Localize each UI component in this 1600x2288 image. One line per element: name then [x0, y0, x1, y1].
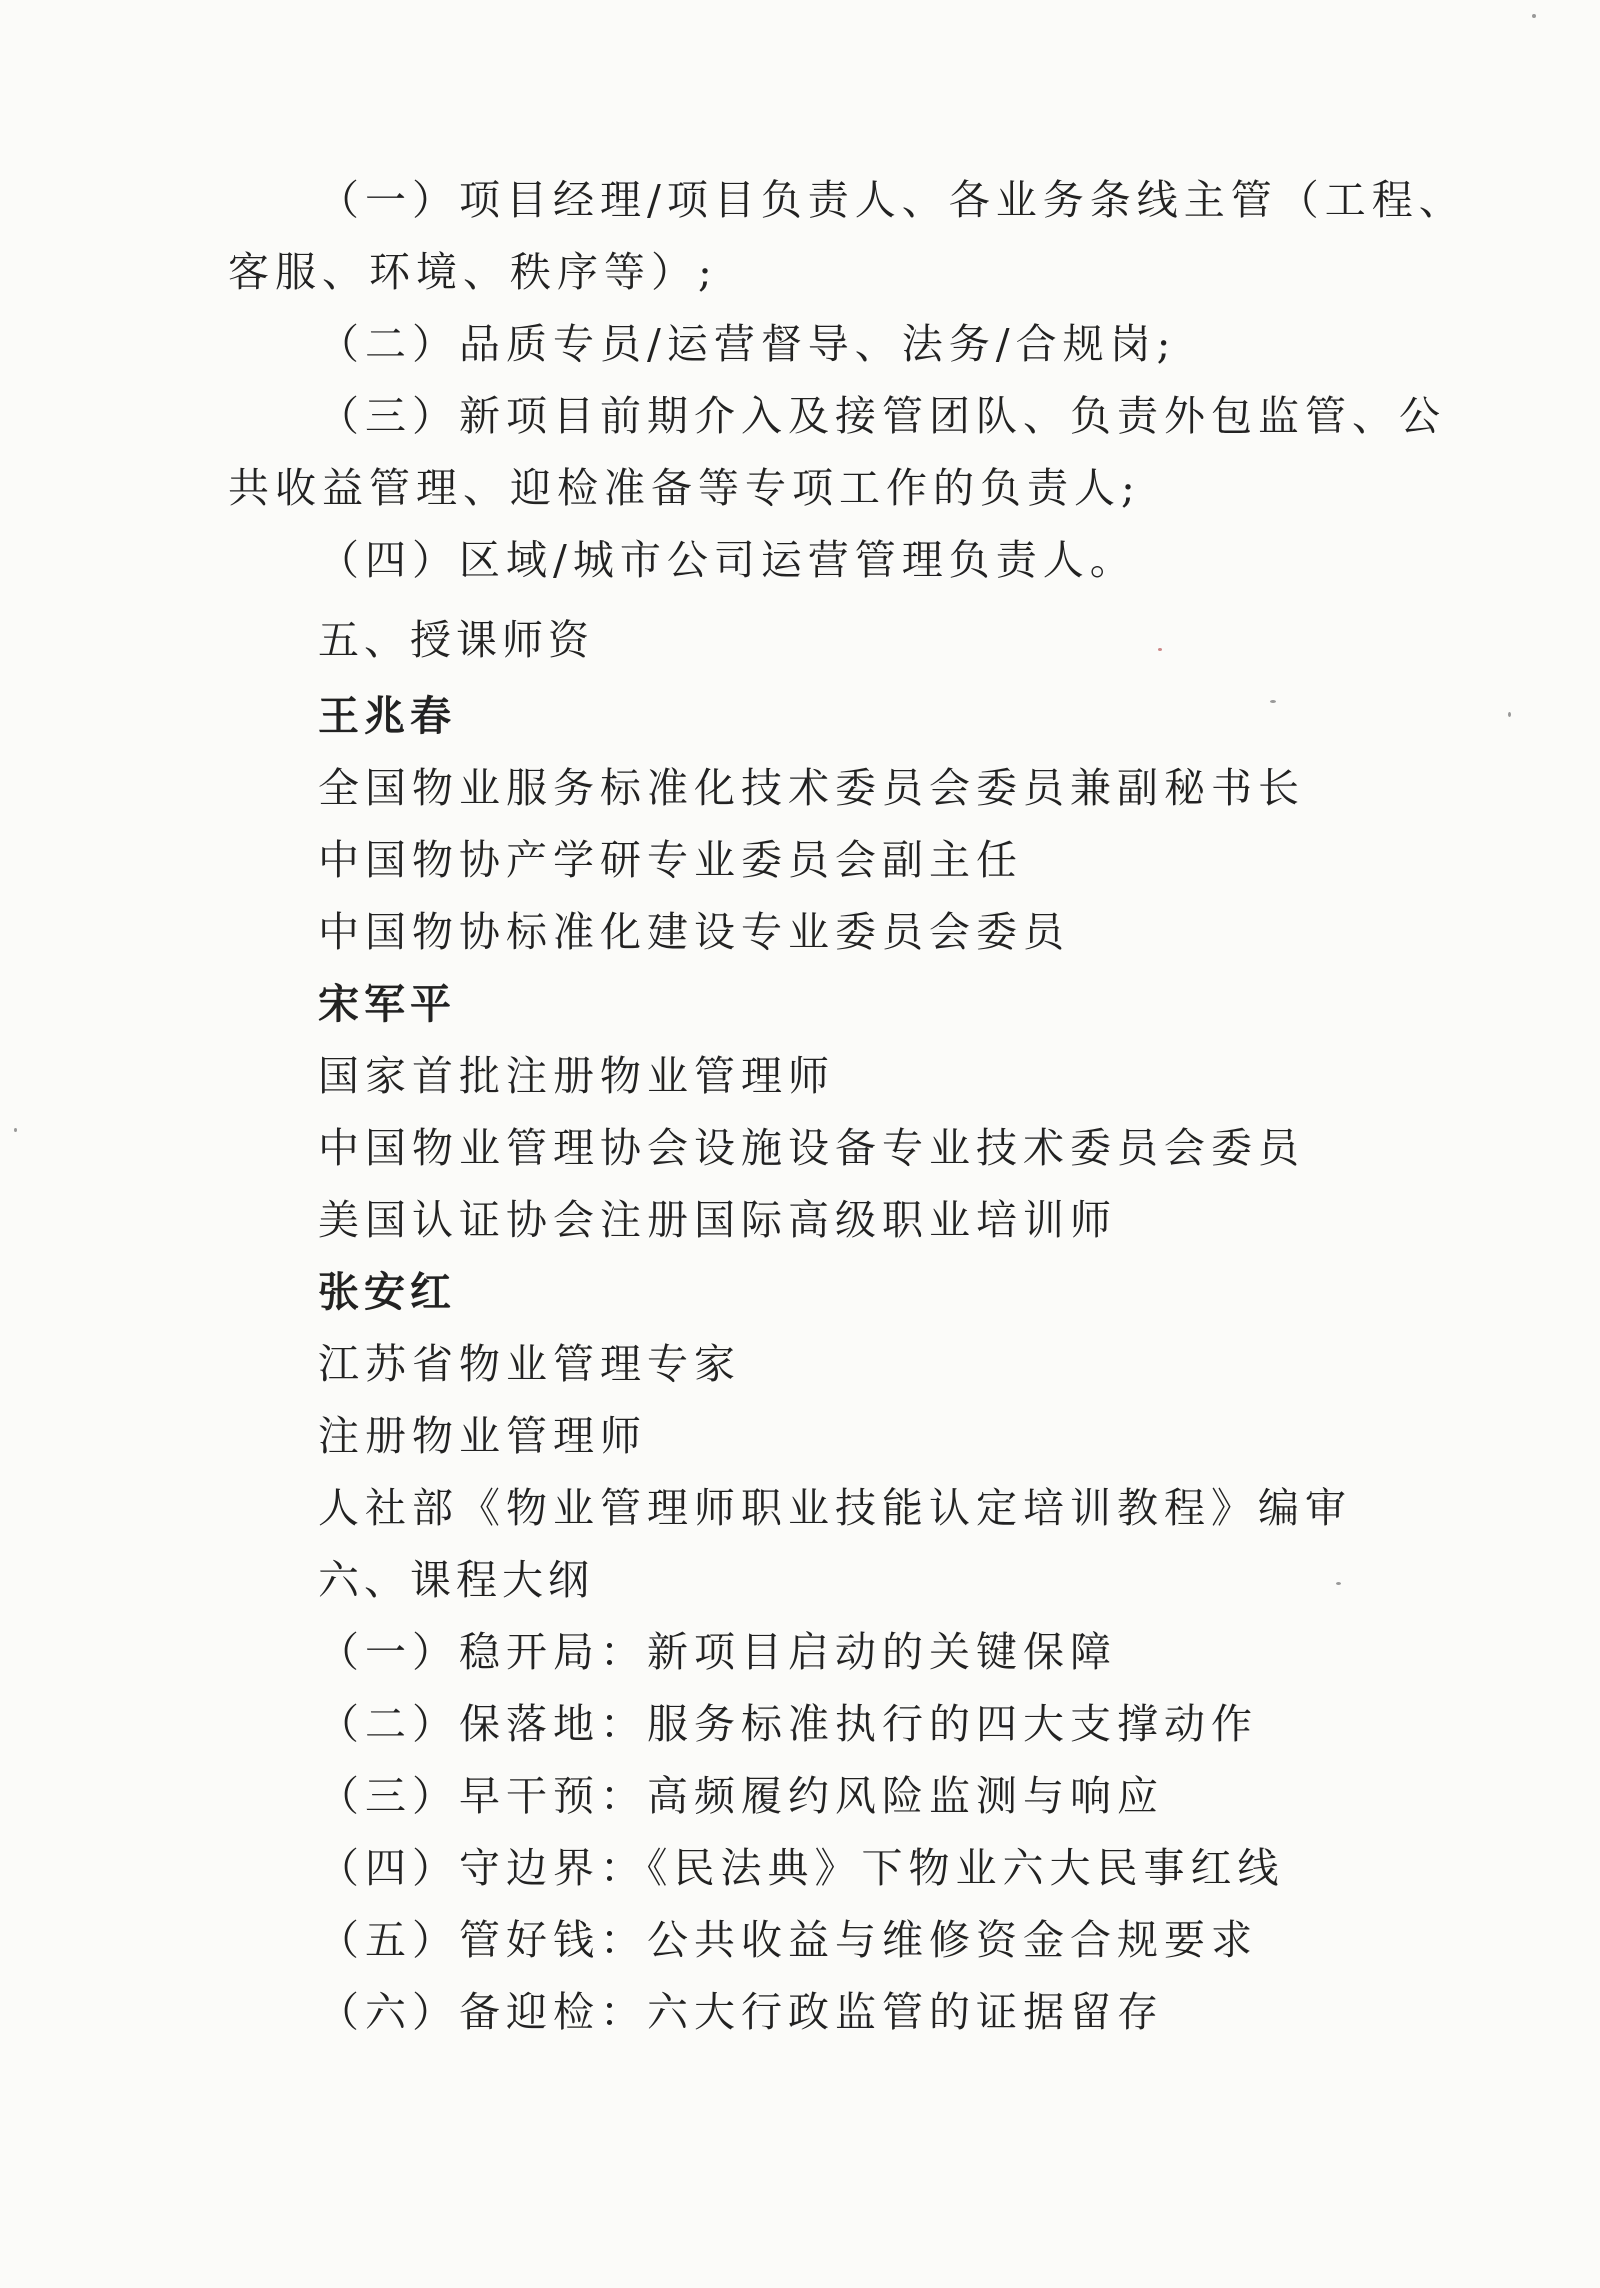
- section-heading-instructors: 五、授课师资: [318, 616, 594, 664]
- audience-item-4: （四）区域/城市公司运营管理负责人。: [318, 536, 1137, 584]
- audience-item-1-line-1: （一）项目经理/项目负责人、各业务条线主管（工程、: [318, 176, 1466, 224]
- instructor-3-title-2: 注册物业管理师: [318, 1412, 647, 1460]
- outline-item-4: （四）守边界：《民法典》下物业六大民事红线: [318, 1844, 1285, 1892]
- instructor-1-title-1: 全国物业服务标准化技术委员会委员兼副秘书长: [318, 764, 1305, 812]
- instructor-name-1: 王兆春: [318, 692, 456, 740]
- outline-item-6: （六）备迎检：六大行政监管的证据留存: [318, 1988, 1164, 2036]
- outline-item-5: （五）管好钱：公共收益与维修资金合规要求: [318, 1916, 1258, 1964]
- instructor-3-title-3: 人社部《物业管理师职业技能认定培训教程》编审: [318, 1484, 1352, 1532]
- instructor-1-title-3: 中国物协标准化建设专业委员会委员: [318, 908, 1070, 956]
- audience-item-3-line-1: （三）新项目前期介入及接管团队、负责外包监管、公: [318, 392, 1446, 440]
- outline-item-3: （三）早干预：高频履约风险监测与响应: [318, 1772, 1164, 1820]
- scan-speck: [1532, 14, 1536, 18]
- instructor-2-title-3: 美国认证协会注册国际高级职业培训师: [318, 1196, 1117, 1244]
- audience-item-3-line-2: 共收益管理、迎检准备等专项工作的负责人;: [228, 464, 1141, 512]
- scan-speck: [1270, 700, 1276, 703]
- instructor-2-title-2: 中国物业管理协会设施设备专业技术委员会委员: [318, 1124, 1305, 1172]
- section-heading-outline: 六、课程大纲: [318, 1556, 594, 1604]
- scan-speck: [14, 1128, 17, 1132]
- outline-item-2: （二）保落地：服务标准执行的四大支撑动作: [318, 1700, 1258, 1748]
- scan-speck: [1508, 712, 1511, 717]
- audience-item-1-line-2: 客服、环境、秩序等）;: [228, 248, 718, 296]
- scan-speck: [1158, 648, 1162, 651]
- instructor-name-3: 张安红: [318, 1268, 456, 1316]
- scan-speck: [1336, 1582, 1341, 1585]
- instructor-1-title-2: 中国物协产学研专业委员会副主任: [318, 836, 1023, 884]
- audience-item-2: （二）品质专员/运营督导、法务/合规岗;: [318, 320, 1177, 368]
- instructor-2-title-1: 国家首批注册物业管理师: [318, 1052, 835, 1100]
- instructor-name-2: 宋军平: [318, 980, 456, 1028]
- outline-item-1: （一）稳开局：新项目启动的关键保障: [318, 1628, 1117, 1676]
- instructor-3-title-1: 江苏省物业管理专家: [318, 1340, 741, 1388]
